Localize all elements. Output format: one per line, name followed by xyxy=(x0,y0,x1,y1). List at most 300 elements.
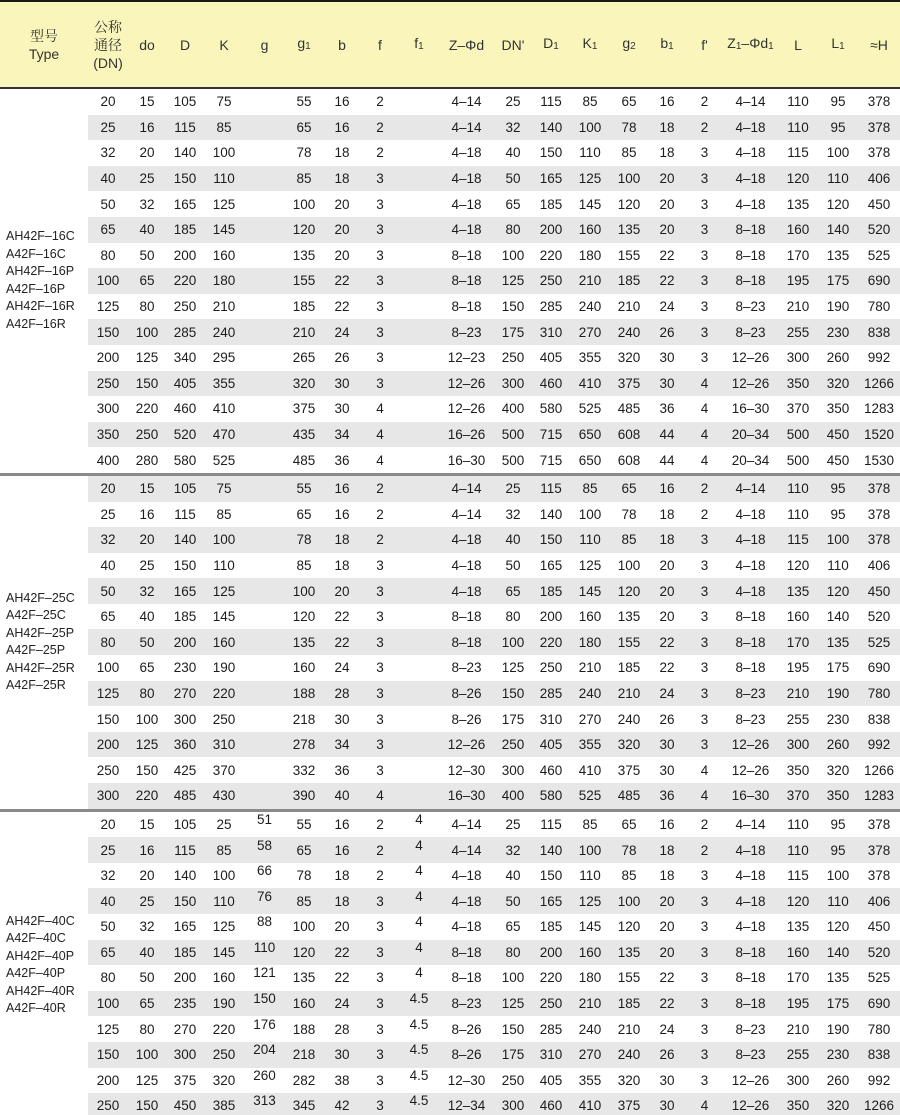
cell-K: 145 xyxy=(204,940,244,966)
cell-do: 100 xyxy=(135,711,159,727)
cell-b1: 20 xyxy=(659,196,675,212)
cell-b1: 20 xyxy=(648,166,686,192)
cell-g2: 85 xyxy=(610,527,648,553)
cell-do: 15 xyxy=(128,474,166,501)
cell-dn: 20 xyxy=(100,94,116,110)
cell-D: 220 xyxy=(166,268,204,294)
cell-L: 120 xyxy=(778,888,818,914)
table-row xyxy=(0,965,900,991)
cell-b: 16 xyxy=(323,810,361,837)
cell-do: 250 xyxy=(128,422,166,448)
cell-K: 250 xyxy=(204,1042,244,1068)
cell-b: 24 xyxy=(334,660,350,676)
cell-D1: 580 xyxy=(532,783,570,810)
cell-g xyxy=(244,422,285,448)
cell-f: 3 xyxy=(376,557,384,573)
cell-K1: 125 xyxy=(570,888,610,914)
cell-z-phid: 16–30 xyxy=(439,783,494,810)
cell-z-phid: 12–26 xyxy=(439,371,494,397)
cell-g1: 218 xyxy=(285,1042,323,1068)
cell-g2: 100 xyxy=(617,557,641,573)
cell-K1: 270 xyxy=(578,711,602,727)
cell-f-prime: 3 xyxy=(686,268,723,294)
cell-z-phid: 8–26 xyxy=(439,1042,494,1068)
cell-D1: 285 xyxy=(539,299,563,315)
cell-H: 838 xyxy=(858,319,900,345)
table-row xyxy=(0,706,900,732)
cell-dn-prime: 25 xyxy=(505,94,521,110)
cell-z1-phid1: 16–30 xyxy=(723,783,778,810)
cell-f: 3 xyxy=(376,609,384,625)
cell-b1: 30 xyxy=(648,732,686,758)
cell-z-phid: 16–30 xyxy=(447,452,486,468)
cell-dn: 200 xyxy=(88,732,128,758)
table-row xyxy=(0,837,900,863)
cell-dn-prime: 32 xyxy=(494,115,532,141)
cell-z1-phid1: 8–18 xyxy=(735,247,766,263)
cell-K: 145 xyxy=(212,609,236,625)
cell-f1 xyxy=(399,604,439,630)
column-header-b: b xyxy=(323,1,361,88)
cell-b: 40 xyxy=(323,783,361,810)
cell-g2: 240 xyxy=(610,1042,648,1068)
cell-H: 1266 xyxy=(858,1093,900,1115)
cell-g1: 160 xyxy=(285,991,323,1017)
cell-g xyxy=(244,655,285,681)
cell-K: 385 xyxy=(204,1093,244,1115)
cell-dn: 25 xyxy=(88,837,128,863)
cell-f-prime: 3 xyxy=(686,940,723,966)
cell-f-prime: 3 xyxy=(686,681,723,707)
cell-D1: 220 xyxy=(539,970,563,986)
cell-z1-phid1: 4–14 xyxy=(723,810,778,837)
column-header-K1: K1 xyxy=(570,1,610,88)
cell-g2: 100 xyxy=(610,888,648,914)
cell-g xyxy=(244,166,285,192)
cell-dn: 20 xyxy=(88,810,128,837)
cell-K: 85 xyxy=(216,506,232,522)
cell-do: 16 xyxy=(139,506,155,522)
header-row xyxy=(0,1,900,88)
cell-z-phid: 12–26 xyxy=(447,401,486,417)
cell-D1: 405 xyxy=(539,350,563,366)
cell-L: 255 xyxy=(786,711,810,727)
cell-L1: 230 xyxy=(826,711,850,727)
cell-z1-phid1: 8–23 xyxy=(735,299,766,315)
cell-z-phid: 4–14 xyxy=(439,474,494,501)
cell-g1: 100 xyxy=(285,578,323,604)
cell-dn: 150 xyxy=(96,711,120,727)
cell-D1: 115 xyxy=(540,94,562,110)
cell-g xyxy=(244,604,285,630)
cell-D: 360 xyxy=(166,732,204,758)
cell-g2: 65 xyxy=(610,474,648,501)
cell-z-phid: 12–23 xyxy=(447,350,486,366)
cell-K: 100 xyxy=(212,868,236,884)
cell-b1: 44 xyxy=(648,422,686,448)
cell-do: 25 xyxy=(128,888,166,914)
cell-b1: 26 xyxy=(648,319,686,345)
cell-g1: 435 xyxy=(285,422,323,448)
cell-b: 36 xyxy=(334,762,350,778)
cell-z-phid: 12–30 xyxy=(447,1072,486,1088)
cell-H: 378 xyxy=(858,115,900,141)
cell-D: 200 xyxy=(166,629,204,655)
cell-L1: 320 xyxy=(818,1093,858,1115)
cell-D1: 715 xyxy=(539,452,563,468)
cell-dn-prime: 50 xyxy=(494,888,532,914)
cell-D: 140 xyxy=(166,527,204,553)
cell-K1: 650 xyxy=(570,422,610,448)
cell-z-phid: 8–26 xyxy=(451,1021,482,1037)
cell-g xyxy=(244,371,285,397)
cell-L1: 95 xyxy=(818,810,858,837)
table-row xyxy=(0,681,900,707)
cell-f1 xyxy=(399,243,439,269)
cell-f: 3 xyxy=(376,196,384,212)
cell-D1: 185 xyxy=(539,919,563,935)
cell-f1: 4.5 xyxy=(399,1042,439,1068)
cell-K: 85 xyxy=(204,115,244,141)
cell-f-prime: 4 xyxy=(700,762,709,778)
cell-D: 140 xyxy=(173,145,197,161)
cell-L1: 190 xyxy=(818,681,858,707)
cell-K1: 410 xyxy=(570,371,610,397)
cell-b1: 20 xyxy=(659,609,675,625)
cell-D: 185 xyxy=(166,217,204,243)
cell-dn: 25 xyxy=(88,115,128,141)
cell-z1-phid1: 20–34 xyxy=(723,422,778,448)
model-group-1 xyxy=(0,88,900,474)
cell-g2: 320 xyxy=(610,732,648,758)
cell-K1: 145 xyxy=(570,578,610,604)
cell-f1 xyxy=(399,655,439,681)
cell-L: 195 xyxy=(778,268,818,294)
cell-f-prime: 2 xyxy=(686,810,723,837)
table-row xyxy=(0,527,900,553)
cell-dn: 150 xyxy=(88,319,128,345)
cell-L: 255 xyxy=(778,319,818,345)
cell-b: 20 xyxy=(334,196,350,212)
cell-g: 150 xyxy=(244,991,285,1017)
cell-g1: 55 xyxy=(296,94,312,110)
cell-g2: 320 xyxy=(617,350,641,366)
cell-do: 15 xyxy=(128,810,166,837)
cell-g2: 375 xyxy=(610,1093,648,1115)
cell-do: 20 xyxy=(139,145,155,161)
cell-b1: 18 xyxy=(659,145,675,161)
table-row xyxy=(0,140,900,166)
cell-z1-phid1: 12–26 xyxy=(731,350,770,366)
cell-L1: 350 xyxy=(818,783,858,810)
cell-H: 838 xyxy=(867,711,891,727)
cell-b1: 20 xyxy=(648,578,686,604)
cell-D: 375 xyxy=(173,1072,197,1088)
subscript: 1 xyxy=(768,41,774,52)
cell-f-prime: 3 xyxy=(686,166,723,192)
cell-f-prime: 3 xyxy=(700,919,709,935)
cell-L1: 140 xyxy=(818,940,858,966)
cell-K1: 160 xyxy=(570,217,610,243)
cell-z-phid: 8–18 xyxy=(451,299,482,315)
cell-z1-phid1: 8–18 xyxy=(723,217,778,243)
cell-L: 370 xyxy=(786,401,810,417)
cell-L: 160 xyxy=(778,940,818,966)
cell-z1-phid1: 12–26 xyxy=(723,371,778,397)
cell-g1: 78 xyxy=(285,527,323,553)
cell-K: 125 xyxy=(212,919,236,935)
cell-g: 121 xyxy=(253,965,276,981)
cell-dn-prime: 150 xyxy=(501,1021,525,1037)
cell-K: 320 xyxy=(212,1072,236,1088)
cell-b1: 16 xyxy=(648,474,686,501)
cell-do: 125 xyxy=(135,350,159,366)
cell-z1-phid1: 4–18 xyxy=(735,196,766,212)
cell-g xyxy=(244,629,285,655)
cell-g1: 135 xyxy=(285,629,323,655)
cell-L: 210 xyxy=(786,1021,810,1037)
cell-f1 xyxy=(399,396,439,422)
table-row xyxy=(0,319,900,345)
table-row xyxy=(0,940,900,966)
cell-do: 65 xyxy=(128,268,166,294)
cell-dn: 150 xyxy=(88,1042,128,1068)
cell-L1: 135 xyxy=(818,629,858,655)
cell-dn-prime: 25 xyxy=(494,810,532,837)
cell-D1: 185 xyxy=(539,196,563,212)
cell-f-prime: 2 xyxy=(686,837,723,863)
table-header xyxy=(0,1,900,88)
cell-K: 100 xyxy=(212,145,236,161)
cell-K1: 85 xyxy=(570,474,610,501)
cell-f1 xyxy=(399,757,439,783)
cell-K: 295 xyxy=(212,350,236,366)
table-row xyxy=(0,217,900,243)
cell-K: 220 xyxy=(204,681,244,707)
cell-L1: 190 xyxy=(826,299,850,315)
cell-b1: 26 xyxy=(659,711,675,727)
cell-dn: 125 xyxy=(96,299,120,315)
cell-D: 340 xyxy=(173,350,197,366)
subscript: 1 xyxy=(553,41,559,52)
cell-D: 200 xyxy=(173,970,197,986)
cell-K: 430 xyxy=(204,783,244,810)
cell-dn-prime: 80 xyxy=(494,940,532,966)
cell-D1: 140 xyxy=(532,115,570,141)
cell-f1: 4 xyxy=(415,914,423,930)
cell-b: 18 xyxy=(334,145,350,161)
cell-g1: 55 xyxy=(285,474,323,501)
cell-b: 30 xyxy=(334,711,350,727)
cell-g1: 155 xyxy=(285,268,323,294)
cell-L1: 95 xyxy=(818,474,858,501)
cell-dn: 300 xyxy=(88,783,128,810)
cell-f: 3 xyxy=(361,1093,399,1115)
cell-D: 165 xyxy=(173,919,197,935)
cell-f1 xyxy=(399,294,439,320)
cell-H: 690 xyxy=(858,268,900,294)
cell-L1: 260 xyxy=(826,1072,850,1088)
cell-do: 40 xyxy=(128,940,166,966)
cell-f-prime: 4 xyxy=(686,422,723,448)
cell-dn-prime: 40 xyxy=(505,868,521,884)
cell-g: 110 xyxy=(244,940,285,966)
table-row xyxy=(0,1042,900,1068)
cell-z1-phid1: 8–18 xyxy=(735,609,766,625)
cell-f1 xyxy=(399,345,439,371)
cell-f: 3 xyxy=(361,319,399,345)
cell-H: 378 xyxy=(858,837,900,863)
cell-g1: 345 xyxy=(285,1093,323,1115)
cell-g: 313 xyxy=(244,1093,285,1115)
cell-z1-phid1: 4–18 xyxy=(723,888,778,914)
cell-do: 65 xyxy=(128,991,166,1017)
cell-g xyxy=(244,783,285,810)
cell-g xyxy=(244,88,285,115)
cell-z-phid: 12–26 xyxy=(439,732,494,758)
cell-f1: 4.5 xyxy=(409,1016,429,1032)
cell-dn-prime: 25 xyxy=(494,474,532,501)
cell-H: 1283 xyxy=(863,401,895,417)
cell-g xyxy=(244,140,285,166)
cell-D: 580 xyxy=(173,452,197,468)
cell-D: 520 xyxy=(166,422,204,448)
cell-D1: 285 xyxy=(539,1021,563,1037)
cell-D: 270 xyxy=(173,1021,197,1037)
table-row xyxy=(0,655,900,681)
cell-f1 xyxy=(399,166,439,192)
cell-L1: 320 xyxy=(826,762,850,778)
cell-D: 285 xyxy=(166,319,204,345)
cell-z1-phid1: 8–23 xyxy=(723,681,778,707)
cell-dn: 80 xyxy=(100,247,116,263)
cell-g xyxy=(244,681,285,707)
cell-D1: 310 xyxy=(532,319,570,345)
cell-D: 115 xyxy=(166,837,204,863)
cell-f: 3 xyxy=(361,217,399,243)
cell-L1: 120 xyxy=(826,196,850,212)
cell-H: 780 xyxy=(867,1021,891,1037)
cell-D: 150 xyxy=(166,166,204,192)
cell-L1: 175 xyxy=(818,991,858,1017)
cell-dn-prime: 100 xyxy=(494,629,532,655)
cell-z1-phid1: 8–23 xyxy=(723,1042,778,1068)
table-row xyxy=(0,502,900,528)
cell-H: 525 xyxy=(867,247,891,263)
cell-g1: 160 xyxy=(292,660,316,676)
cell-g: 58 xyxy=(244,837,285,863)
column-header-g1: g1 xyxy=(285,1,323,88)
cell-dn-prime: 65 xyxy=(494,578,532,604)
cell-g1: 120 xyxy=(292,609,316,625)
cell-b1: 24 xyxy=(659,1021,675,1037)
cell-z1-phid1: 8–23 xyxy=(735,711,766,727)
cell-D1: 200 xyxy=(539,609,563,625)
cell-L: 110 xyxy=(778,474,818,501)
cell-K1: 180 xyxy=(578,970,602,986)
cell-dn: 100 xyxy=(96,660,120,676)
cell-z-phid: 4–18 xyxy=(439,888,494,914)
cell-f: 4 xyxy=(376,452,384,468)
cell-g2: 120 xyxy=(610,578,648,604)
cell-b1: 36 xyxy=(648,783,686,810)
cell-f1 xyxy=(399,578,439,604)
cell-K: 160 xyxy=(212,970,236,986)
cell-b: 18 xyxy=(323,527,361,553)
cell-z-phid: 4–18 xyxy=(439,527,494,553)
cell-K: 190 xyxy=(212,660,236,676)
cell-z1-phid1: 4–18 xyxy=(735,868,766,884)
cell-L: 160 xyxy=(778,217,818,243)
cell-D1: 115 xyxy=(532,474,570,501)
cell-H: 992 xyxy=(858,732,900,758)
cell-K1: 125 xyxy=(570,166,610,192)
cell-g2: 135 xyxy=(610,940,648,966)
cell-z1-phid1: 4–18 xyxy=(723,578,778,604)
cell-K1: 525 xyxy=(570,783,610,810)
cell-b1: 22 xyxy=(648,268,686,294)
cell-z1-phid1: 4–18 xyxy=(723,166,778,192)
cell-L: 210 xyxy=(786,299,810,315)
column-header-g: g xyxy=(244,1,285,88)
cell-g1: 278 xyxy=(285,732,323,758)
cell-K: 100 xyxy=(204,527,244,553)
cell-b1: 18 xyxy=(648,527,686,553)
cell-D1: 310 xyxy=(532,1042,570,1068)
cell-dn-prime: 40 xyxy=(494,527,532,553)
cell-g xyxy=(244,294,285,320)
cell-z-phid: 4–18 xyxy=(451,919,482,935)
cell-dn: 250 xyxy=(96,762,120,778)
table-row xyxy=(0,732,900,758)
cell-dn-prime: 50 xyxy=(505,557,521,573)
cell-L: 135 xyxy=(786,196,810,212)
cell-b: 36 xyxy=(334,452,350,468)
cell-f-prime: 3 xyxy=(700,247,709,263)
cell-g2: 485 xyxy=(617,401,641,417)
table-row xyxy=(0,1093,900,1115)
cell-L1: 100 xyxy=(826,145,850,161)
cell-do: 25 xyxy=(139,557,155,573)
cell-H: 406 xyxy=(858,888,900,914)
table-row xyxy=(0,447,900,474)
cell-L: 110 xyxy=(778,810,818,837)
cell-do: 100 xyxy=(128,1042,166,1068)
cell-z1-phid1: 8–18 xyxy=(735,970,766,986)
cell-D1: 150 xyxy=(539,145,563,161)
cell-dn-prime: 175 xyxy=(494,1042,532,1068)
table-row xyxy=(0,345,900,371)
cell-f-prime: 3 xyxy=(686,991,723,1017)
cell-g2: 320 xyxy=(617,1072,641,1088)
cell-dn-prime: 32 xyxy=(505,506,521,522)
cell-f: 4 xyxy=(361,422,399,448)
cell-L1: 190 xyxy=(826,1021,850,1037)
cell-z1-phid1: 12–26 xyxy=(731,762,770,778)
cell-dn-prime: 175 xyxy=(494,319,532,345)
cell-b1: 26 xyxy=(648,1042,686,1068)
cell-do: 80 xyxy=(139,1021,155,1037)
cell-f1 xyxy=(399,629,439,655)
cell-L: 120 xyxy=(778,166,818,192)
cell-g xyxy=(244,243,285,269)
cell-f1: 4 xyxy=(399,810,439,837)
cell-D1: 405 xyxy=(539,1072,563,1088)
cell-b: 24 xyxy=(323,991,361,1017)
cell-b: 38 xyxy=(334,1072,350,1088)
cell-f-prime: 3 xyxy=(700,868,709,884)
cell-g2: 155 xyxy=(617,970,641,986)
